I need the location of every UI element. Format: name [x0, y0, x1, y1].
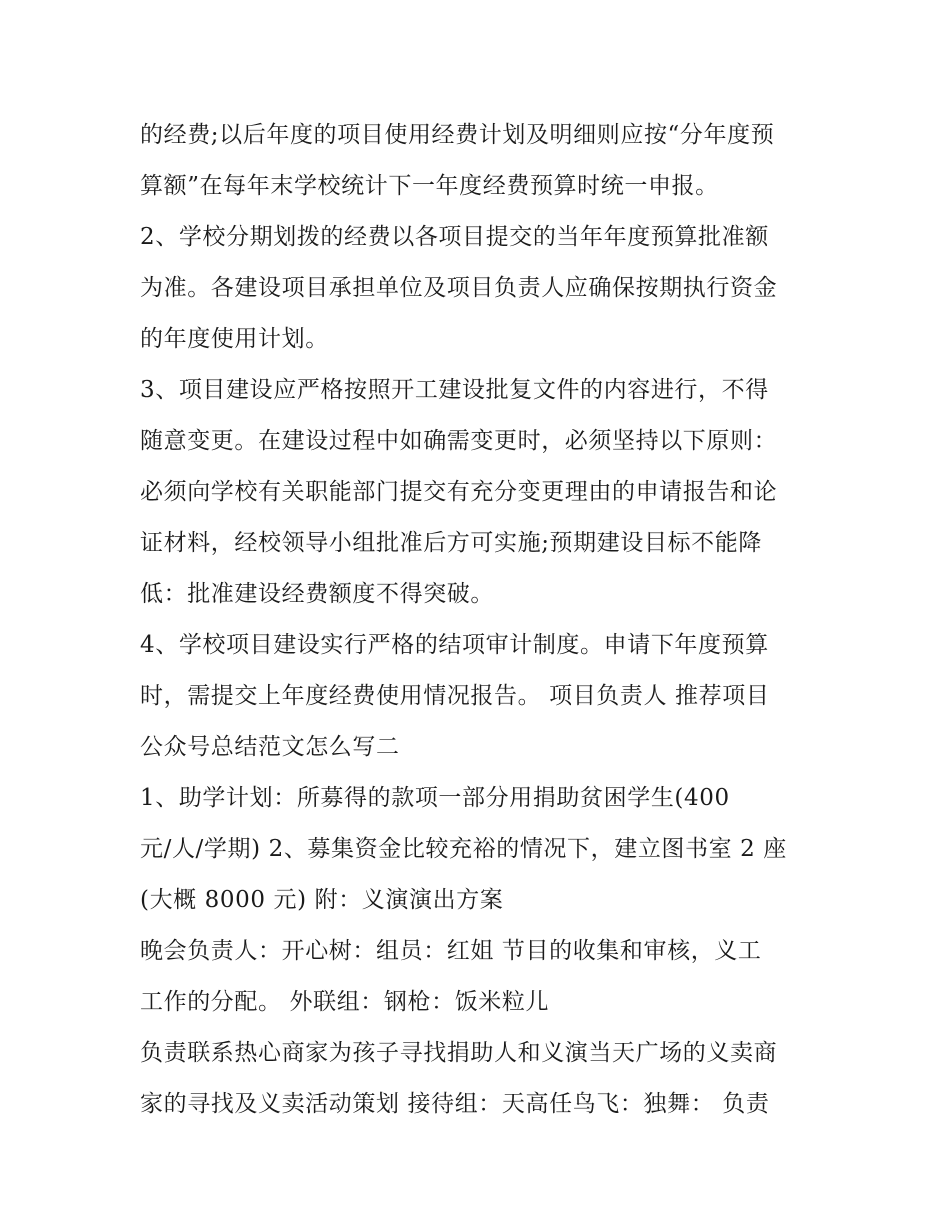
text-line: 负责联系热心商家为孩子寻找捐助人和义演当天广场的义卖商 [140, 1040, 778, 1066]
text-line: 公众号总结范文怎么写二 [140, 734, 400, 760]
text-line: 4、学校项目建设实行严格的结项审计制度。申请下年度预算 [140, 632, 769, 658]
text-line: 随意变更。在建设过程中如确需变更时，必须坚持以下原则： [140, 428, 778, 454]
document-body [140, 110, 820, 1130]
text-line: (大概 8000 元) 附：义演演出方案 [140, 887, 504, 913]
text-line: 低：批准建设经费额度不得突破。 [140, 581, 494, 607]
text-line: 2、学校分期划拨的经费以各项目提交的当年年度预算批准额 [140, 224, 769, 250]
text-line: 的年度使用计划。 [140, 326, 329, 352]
text-line: 1、助学计划：所募得的款项一部分用捐助贫困学生(400 [140, 785, 730, 811]
text-line: 必须向学校有关职能部门提交有充分变更理由的申请报告和论 [140, 479, 778, 505]
text-line: 证材料，经校领导小组批准后方可实施;预期建设目标不能降 [140, 530, 762, 556]
text-line: 晚会负责人：开心树：组员：红姐 节目的收集和审核，义工 [140, 938, 762, 964]
text-line: 家的寻找及义卖活动策划 接待组：天高任鸟飞：独舞： 负责 [140, 1091, 770, 1117]
text-line: 3、项目建设应严格按照开工建设批复文件的内容进行，不得 [140, 377, 769, 403]
text-line: 的经费;以后年度的项目使用经费计划及明细则应按“分年度预 [140, 122, 775, 148]
text-line: 为准。各建设项目承担单位及项目负责人应确保按期执行资金 [140, 275, 778, 301]
text-line: 时，需提交上年度经费使用情况报告。 项目负责人 推荐项目 [140, 683, 770, 709]
text-line: 元/人/学期) 2、募集资金比较充裕的情况下，建立图书室 2 座 [140, 836, 787, 862]
text-line: 工作的分配。 外联组：钢枪：饭米粒儿 [140, 989, 550, 1015]
text-line: 算额”在每年末学校统计下一年度经费预算时统一申报。 [140, 173, 719, 199]
